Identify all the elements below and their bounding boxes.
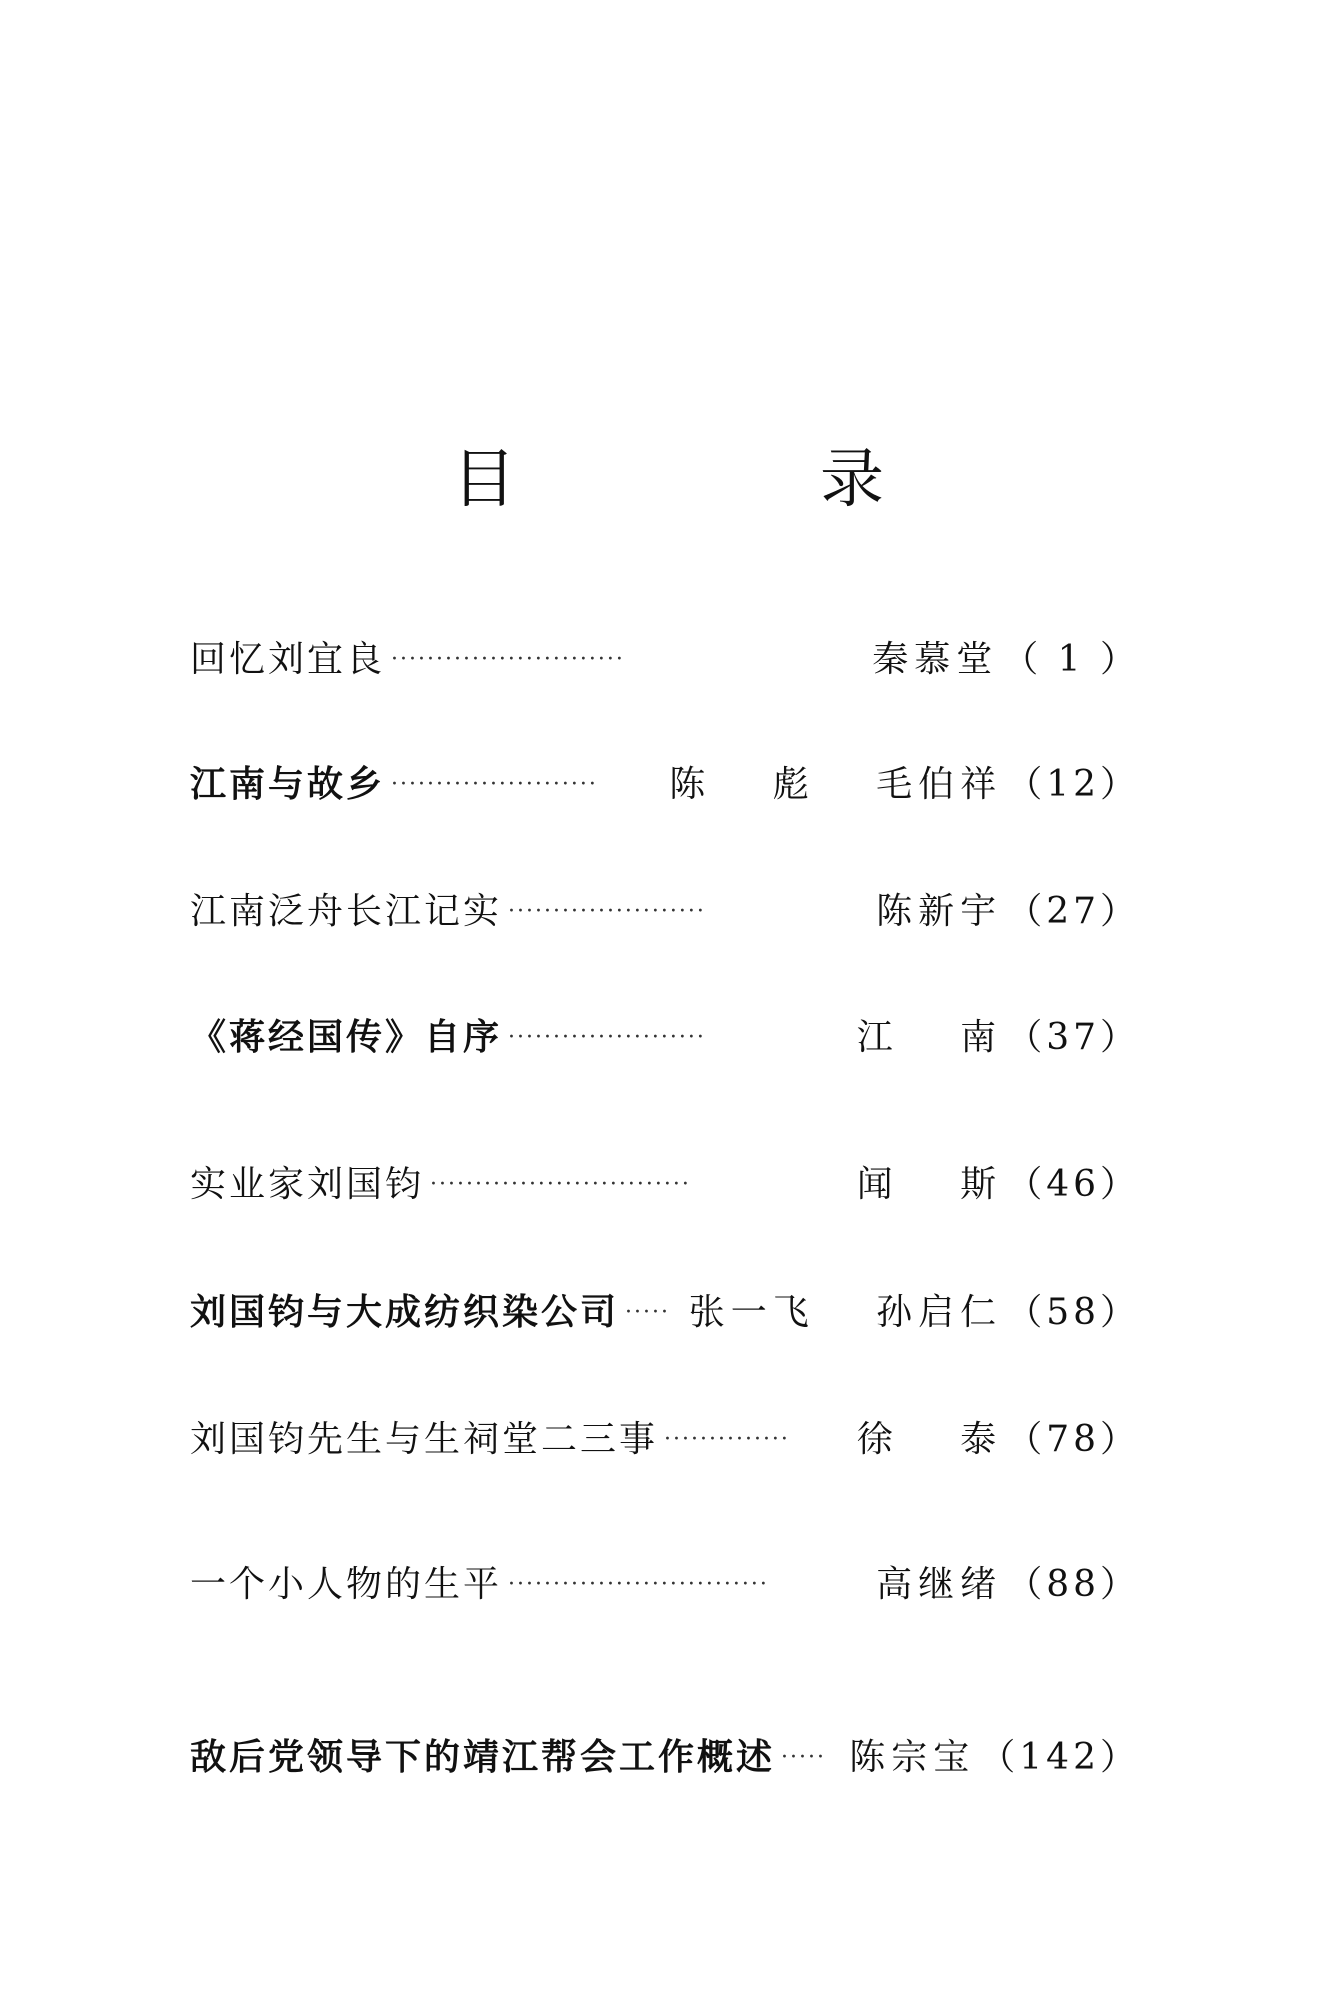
entry-title: 一个小人物的生平 [190,1564,503,1605]
entry-title: 敌后党领导下的靖江帮会工作概述 [190,1737,776,1778]
entry-author: 陈宗宝 [849,1737,976,1778]
entry-page: （37） [1006,1017,1140,1058]
toc-entry [190,1008,1140,1068]
entry-page: （27） [1006,891,1140,932]
entry-page: （46） [1006,1164,1140,1205]
toc-entry [190,1728,1140,1788]
toc-entry [190,1410,1140,1470]
entry-title: 江南与故乡 [190,764,386,805]
leader-dots: ····· [781,1745,826,1770]
toc-entry [190,1555,1140,1615]
leader-dots: ······················ [508,899,706,924]
entry-author: 陈 彪 毛伯祥 [669,764,1003,805]
leader-dots: ·············· [664,1427,790,1452]
entry-title: 江南泛舟长江记实 [190,891,503,932]
entry-author: 陈新宇 [876,891,1003,932]
toc-entry [190,755,1140,815]
entry-page: （78） [1006,1419,1140,1460]
entry-page: （88） [1006,1564,1140,1605]
leader-dots: ······················ [508,1025,706,1050]
toc-entry [190,630,1140,690]
toc-entry [190,1155,1140,1215]
entry-page: （58） [1006,1292,1140,1333]
entry-author: 闻 斯 [856,1164,1003,1205]
entry-author: 秦慕堂 [872,639,999,680]
leader-dots: ······················· [391,772,598,797]
entry-author: 高继绪 [876,1564,1003,1605]
leader-dots: ····························· [430,1172,691,1197]
entry-title: 刘国钧与大成纺织染公司 [190,1292,620,1333]
entry-page: （ 1 ） [1002,639,1140,680]
entry-author: 徐 泰 [856,1419,1003,1460]
entry-title: 《蒋经国传》自序 [190,1017,503,1058]
page-title: 目 录 [452,443,1004,517]
entry-author: 张一飞 孙启仁 [688,1292,1003,1333]
entry-title: 回忆刘宜良 [190,639,386,680]
entry-author: 江 南 [856,1017,1003,1058]
entry-page: （12） [1006,764,1140,805]
entry-title: 实业家刘国钧 [190,1164,425,1205]
entry-title: 刘国钧先生与生祠堂二三事 [190,1419,659,1460]
leader-dots: ····· [625,1300,670,1325]
entry-page: （142） [979,1737,1140,1778]
toc-entry [190,1283,1140,1343]
toc-entry [190,882,1140,942]
leader-dots: ····························· [508,1572,769,1597]
leader-dots: ·························· [391,647,625,672]
